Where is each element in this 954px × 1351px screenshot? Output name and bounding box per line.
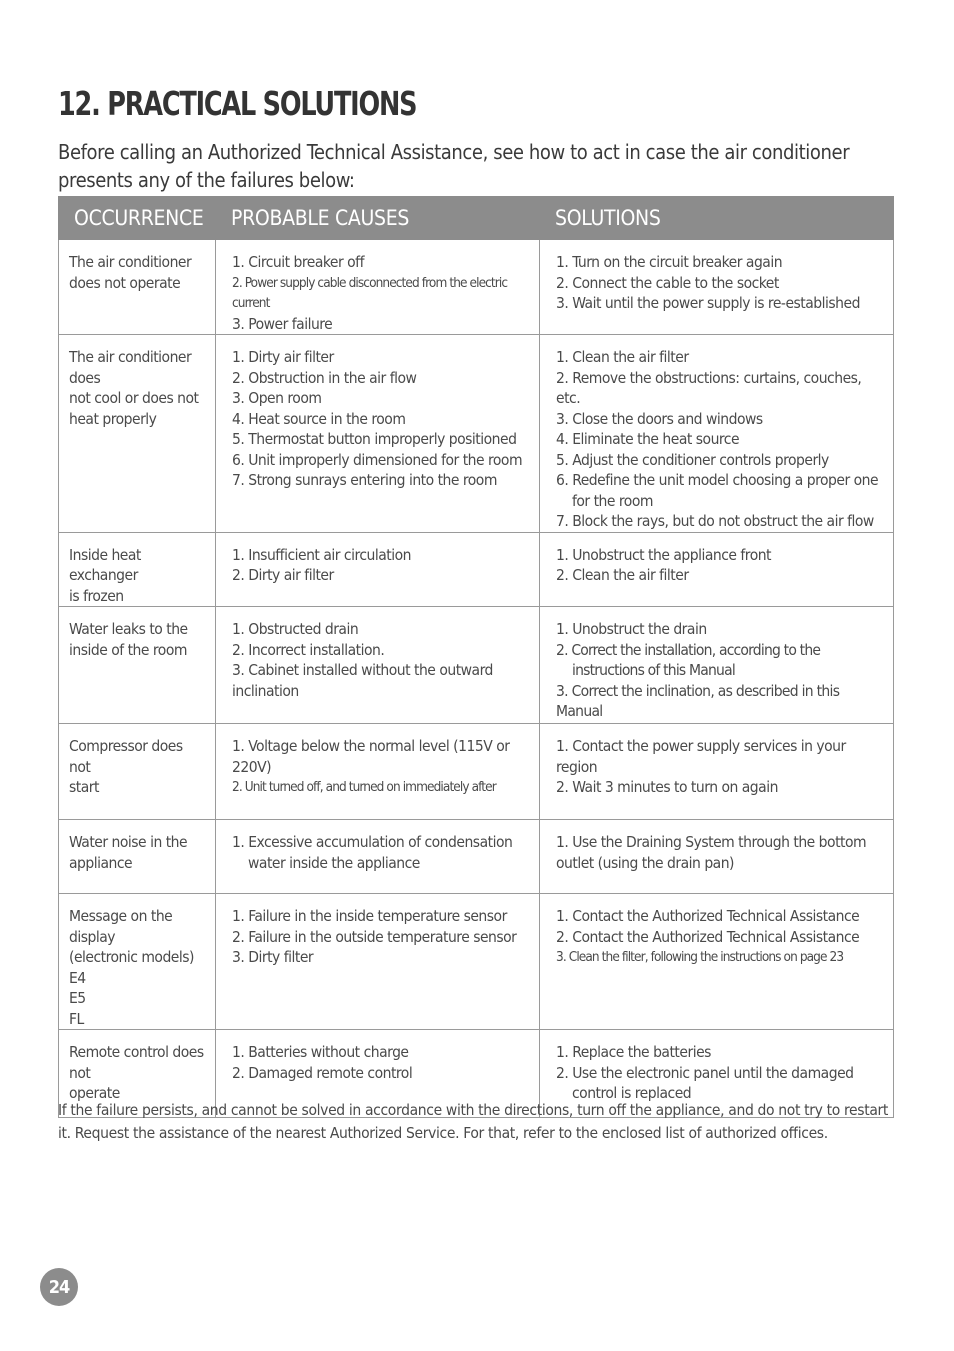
occurrence-line: appliance — [69, 853, 133, 872]
occurrence-line: does not operate — [69, 273, 181, 292]
header-probable-causes: PROBABLE CAUSES — [216, 197, 540, 240]
causes-cell — [216, 607, 540, 724]
cause-item: 2. Obstruction in the air flow — [232, 368, 417, 387]
error-code: FL — [69, 1009, 84, 1028]
occurrence-line: The air conditioner — [69, 253, 192, 271]
solution-item: 2. Contact the Authorized Technical Assistance — [556, 927, 860, 946]
solutions-cell — [540, 335, 894, 533]
occurrence-line: is frozen — [69, 586, 124, 605]
occurrence-cell — [59, 724, 216, 820]
cause-item: 1. Batteries without charge — [232, 1043, 409, 1061]
solution-item: 2. Remove the obstructions: curtains, couches, etc. — [556, 368, 862, 407]
cause-item: 1. Obstructed drain — [232, 620, 359, 638]
cause-item: 3. Power failure — [232, 314, 333, 333]
occurrence-line: The air conditioner does — [69, 348, 192, 387]
cause-item: 2. Failure in the outside temperature sensor — [232, 927, 517, 946]
table-row — [59, 894, 894, 1030]
cause-item: 2. Damaged remote control — [232, 1063, 413, 1082]
solution-item: 1. Contact the power supply services in your region — [556, 737, 846, 776]
cause-item: 1. Failure in the inside temperature sensor — [232, 907, 507, 925]
solution-item: 1. Contact the Authorized Technical Assistance — [556, 907, 860, 925]
occurrence-line: (electronic models) — [69, 948, 194, 966]
solution-item: 1. Unobstruct the appliance front — [556, 545, 772, 564]
solution-item: 1. Replace the batteries — [556, 1043, 711, 1061]
occurrence-cell — [59, 240, 216, 335]
cause-item: 6. Unit improperly dimensioned for the room — [232, 450, 523, 469]
occurrence-line: Inside heat exchanger — [69, 545, 141, 584]
solutions-cell — [540, 894, 894, 1030]
solutions-cell — [540, 240, 894, 335]
occurrence-line: Remote control does not — [69, 1043, 204, 1082]
cause-item: 5. Thermostat button improperly positioned — [232, 430, 517, 448]
table-row — [59, 607, 894, 724]
table-row — [59, 240, 894, 335]
occurrence-line: Water noise in the — [69, 833, 188, 851]
header-solutions: SOLUTIONS — [540, 197, 894, 240]
page-number-badge: 24 — [40, 1268, 78, 1306]
solution-item: 3. Correct the inclination, as described in this Manual — [556, 681, 840, 720]
occurrence-cell — [59, 335, 216, 533]
solution-item: 3. Close the doors and windows — [556, 409, 763, 428]
solution-item: 2. Correct the installation, according to the instructions of this Manual — [556, 640, 821, 679]
solutions-cell — [540, 820, 894, 894]
cause-item: 3. Dirty filter — [232, 948, 314, 966]
solution-item: 2. Wait 3 minutes to turn on again — [556, 778, 778, 796]
solution-item: 5. Adjust the conditioner controls properly — [556, 450, 829, 469]
solution-item: 2. Use the electronic panel until the damaged control is replaced — [556, 1063, 854, 1102]
solution-item: 2. Clean the air filter — [556, 566, 689, 584]
error-code: E4 — [69, 968, 86, 987]
table-row — [59, 820, 894, 894]
cause-item: 2. Power supply cable disconnected from the electric current — [232, 274, 508, 311]
intro-text: Before calling an Authorized Technical Assistance, see how to act in case the air conditioner presents any of the failures below: — [58, 140, 850, 192]
solutions-cell — [540, 532, 894, 607]
occurrence-line: Water leaks to the — [69, 620, 188, 638]
causes-cell — [216, 724, 540, 820]
occurrence-cell — [59, 532, 216, 607]
occurrence-cell — [59, 894, 216, 1030]
cause-item: 1. Insufficient air circulation — [232, 545, 411, 564]
table-header-row — [59, 197, 894, 240]
causes-cell — [216, 820, 540, 894]
cause-item: 1. Voltage below the normal level (115V or 220V) — [232, 737, 510, 776]
solution-item: 3. Wait until the power supply is re-established — [556, 294, 860, 312]
solution-item: 1. Unobstruct the drain — [556, 620, 707, 638]
causes-cell — [216, 532, 540, 607]
table-row — [59, 532, 894, 607]
occurrence-cell — [59, 607, 216, 724]
solutions-cell — [540, 607, 894, 724]
causes-cell — [216, 240, 540, 335]
cause-item: 2. Dirty air filter — [232, 566, 334, 584]
solution-item: 1. Use the Draining System through the bottom outlet (using the drain pan) — [556, 833, 867, 872]
solution-item: 1. Turn on the circuit breaker again — [556, 253, 783, 271]
page-title: 12. PRACTICAL SOLUTIONS — [58, 84, 417, 123]
solution-item: 6. Redefine the unit model choosing a proper one for the room — [556, 471, 879, 510]
cause-item: 3. Open room — [232, 389, 322, 407]
table-row — [59, 724, 894, 820]
table-row — [59, 335, 894, 533]
practical-solutions-table — [58, 196, 894, 1118]
occurrence-line: operate — [69, 1084, 120, 1102]
cause-item: 4. Heat source in the room — [232, 409, 406, 428]
causes-cell — [216, 894, 540, 1030]
occurrence-line: start — [69, 778, 99, 796]
solutions-cell — [540, 724, 894, 820]
solution-item: 7. Block the rays, but do not obstruct the air flow — [556, 512, 874, 530]
solution-item: 2. Connect the cable to the socket — [556, 273, 779, 292]
cause-item: 2. Unit turned off, and turned on immediately after — [232, 779, 496, 795]
solution-item: 3. Clean the filter, following the instructions on page 23 — [556, 949, 844, 965]
cause-item: 3. Cabinet installed without the outward inclination — [232, 661, 493, 700]
error-code: E5 — [69, 989, 86, 1007]
footer-note: If the failure persists, and cannot be solved in accordance with the directions, turn off the appliance, and do not try to restart it. Request the assistance of the nearest Authorized Service. For that, refer to the enclosed list of authorized offices. — [58, 1101, 889, 1142]
cause-item: 1. Circuit breaker off — [232, 253, 364, 271]
causes-cell — [216, 335, 540, 533]
solution-item: 1. Clean the air filter — [556, 348, 689, 366]
cause-item: 7. Strong sunrays entering into the room — [232, 471, 497, 489]
cause-item: 2. Incorrect installation. — [232, 640, 385, 659]
occurrence-cell — [59, 820, 216, 894]
occurrence-line: inside of the room — [69, 640, 187, 659]
header-occurrence: OCCURRENCE — [59, 197, 216, 240]
cause-item: 1. Dirty air filter — [232, 348, 334, 366]
occurrence-line: heat properly — [69, 409, 157, 428]
occurrence-line: Message on the display — [69, 907, 173, 946]
occurrence-line: not cool or does not — [69, 389, 199, 407]
solution-item: 4. Eliminate the heat source — [556, 430, 740, 448]
cause-item: 1. Excessive accumulation of condensation water inside the appliance — [232, 833, 513, 872]
occurrence-line: Compressor does not — [69, 737, 183, 776]
